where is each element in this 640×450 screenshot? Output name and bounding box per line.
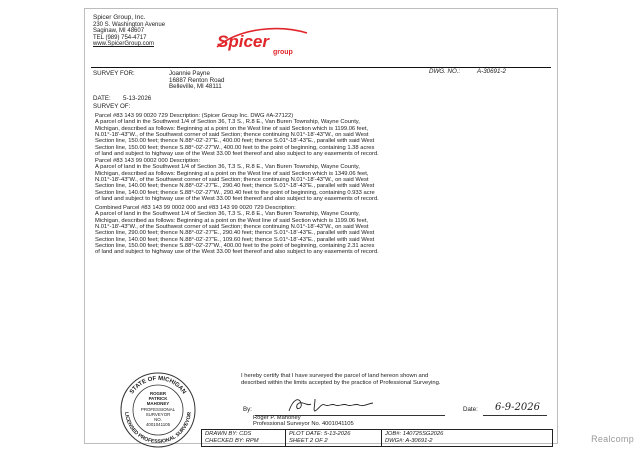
parcel-1-line: Parcel #83 143 99 0020 729 Description: (Spicer Group Inc. DWG #A-27122) [95, 113, 294, 119]
seal-line-4: PROFESSIONAL [140, 407, 176, 412]
parcel-3-line: N.01°-18'-43"W., of the Southwest corner of said Section; thence continuing N.01°-18'-43"W., on said West [95, 224, 369, 231]
seal-line-7: 4001041105 [145, 422, 171, 427]
plot-date: PLOT DATE: 5-13-2026 [289, 431, 351, 437]
job-number: JOB#: 140725SG2026 [385, 431, 444, 437]
parcel-3-line: Section line, 140.00 feet; thence N.88°-02'-27"E., 109.60 feet; thence S.01°-18'-43"E., parallel with said West [95, 236, 375, 243]
parcel-2-line: A parcel of land in the Southwest 1/4 of Section 36, T.3 S., R.8 E., Van Buren Township, Wayne County, [95, 164, 360, 171]
logo-text: Spicer [217, 32, 269, 51]
seal-ring-top: STATE OF MICHIGAN [129, 375, 187, 396]
seal-line-3: MAHONEY [146, 401, 170, 406]
company-name: Spicer Group, Inc. [93, 14, 146, 21]
parcel-3-line: Section line, 290.00 feet; thence N.88°-02'-27"E., 290.40 feet; thence S.01°-18'-43"E., parallel with said West [95, 230, 375, 237]
parcel-1-line: Section line, 150.00 feet; thence N.88°-02'-27"E., 400.00 feet; thence S.01°-18'-43"E., parallel with said West [95, 138, 375, 145]
parcel-1-line: N.01°-18'-43"W., of the Southwest corner of said Section; thence continuing N.01°-18'-43"W., on said West [95, 132, 369, 139]
sheet-number: SHEET 2 OF 2 [289, 438, 328, 444]
drawn-by: DRAWN BY: CDS [205, 431, 252, 437]
seal-line-6: NO. [154, 417, 162, 422]
drawing-number: DWG#: A-30691-2 [385, 438, 433, 444]
title-block-drawn [202, 430, 286, 446]
parcel-1-line: of land and subject to highway use of the West 33.00 feet thereof and also subject to any easements of record. [95, 151, 379, 158]
parcel-2-line: Michigan, described as follows: Beginning at a point on the West line of said Section which is 1349.06 feet, [95, 170, 369, 177]
parcel-3-line: Michigan, described as follows: Beginning at a point on the West line of said Section which is 1199.06 feet, [95, 217, 369, 224]
parcel-3-line: Section line, 150.00 feet; thence S.88°-02'-27"W., 400.00 feet to the point of beginning, containing 2.31 acres [95, 243, 375, 250]
company-website: www.SpicerGroup.com [93, 41, 155, 48]
parcel-1-line: Michigan, described as follows: Beginning at a point on the West line of said Section which is 1199.06 feet, [95, 125, 369, 132]
realcomp-watermark: Realcomp [591, 434, 634, 444]
seal-ring-bottom: LICENSED PROFESSIONAL SURVEYOR [123, 411, 193, 446]
surveyor-name: Roger P. Mahoney [253, 415, 301, 421]
parcel-2-line: N.01°-18'-43"W., of the Southwest corner of said Section; thence continuing N.01°-18'-43"W., on said West [95, 177, 369, 184]
parcel-2-line: Parcel #83 143 99 0002 000 Description: [95, 158, 201, 164]
parcel-description-1 [95, 113, 551, 157]
surveyor-seal [119, 371, 197, 449]
surveyor-license: Professional Surveyor No. 4001041105 [253, 421, 354, 427]
survey-for-label: SURVEY FOR: [93, 70, 135, 77]
parcel-3-line: of land and subject to highway use of the West 33.00 feet thereof and also subject to any easements of record. [95, 249, 379, 256]
title-block [201, 429, 553, 447]
certification-line-1: I hereby certify that I have surveyed the parcel of land hereon shown and [241, 373, 429, 379]
client-address-line-1: 16887 Renton Road [169, 76, 225, 84]
title-block-job [382, 430, 552, 446]
certification-line-2: described within the limits accepted by the practice of Professional Surveying. [241, 379, 441, 386]
signature-date-label: Date: [463, 406, 478, 413]
checked-by: CHECKED BY: RPM [205, 438, 259, 444]
parcel-description-2 [95, 158, 551, 202]
handwritten-date [493, 397, 543, 413]
dwg-no-label: DWG. NO.: [429, 68, 461, 75]
dwg-no-value: A-30691-2 [477, 68, 506, 75]
client-address-line-2: Belleville, MI 48111 [169, 83, 222, 90]
seal-line-1: ROGER [149, 391, 167, 396]
parcel-2-line: Section line, 140.00 feet; thence S.88°-02'-27"W., 290.40 feet to the point of beginning, containing 0.933 acre [95, 189, 375, 196]
spicer-group-logo [211, 23, 311, 57]
parcel-2-line: of land and subject to highway use of the West 33.00 feet thereof and also subject to any easements of record. [95, 196, 379, 203]
by-label: By: [243, 406, 252, 413]
survey-document [84, 8, 558, 444]
date-label: DATE: [93, 95, 111, 102]
company-address-line-2: Saginaw, MI 48607 [93, 28, 145, 35]
parcel-3-line: A parcel of land in the Southwest 1/4 of Section 36, T.3 S., R.8 E., Van Buren Township, Wayne County, [95, 211, 360, 218]
parcel-3-line: Combined Parcel #83 143 99 0002 000 and #83 143 99 0020 729 Description: [95, 205, 296, 211]
parcel-1-line: A parcel of land in the Southwest 1/4 of Section 36, T.3 S., R.8 E., Van Buren Township, Wayne County, [95, 119, 360, 126]
seal-line-2: PATRICK [148, 396, 168, 401]
handwritten-date-text: 6-9-2026 [495, 402, 540, 413]
client-name: Joannie Payne [169, 70, 210, 77]
company-info [93, 15, 165, 48]
parcel-description-combined [95, 205, 551, 256]
date-value: 5-13-2026 [123, 95, 152, 102]
company-phone: TEL (989) 754-4717 [93, 34, 147, 41]
logo-subtext: group [273, 49, 293, 56]
company-address-line-1: 230 S. Washington Avenue [93, 21, 166, 28]
parcel-1-line: Section line, 150.00 feet; thence S.88°-02'-27"W., 400.00 feet to the point of beginning, containing 1.38 acres [95, 144, 375, 151]
parcel-2-line: Section line, 140.00 feet; thence N.88°-02'-27"E., 290.40 feet; thence S.01°-18'-43"E., parallel with said West [95, 183, 375, 190]
survey-of-label: SURVEY OF: [93, 103, 131, 110]
surveyor-signature [285, 395, 377, 415]
signature-date-line [483, 415, 547, 416]
title-block-plot [286, 430, 382, 446]
seal-line-5: SURVEYOR [145, 412, 171, 417]
